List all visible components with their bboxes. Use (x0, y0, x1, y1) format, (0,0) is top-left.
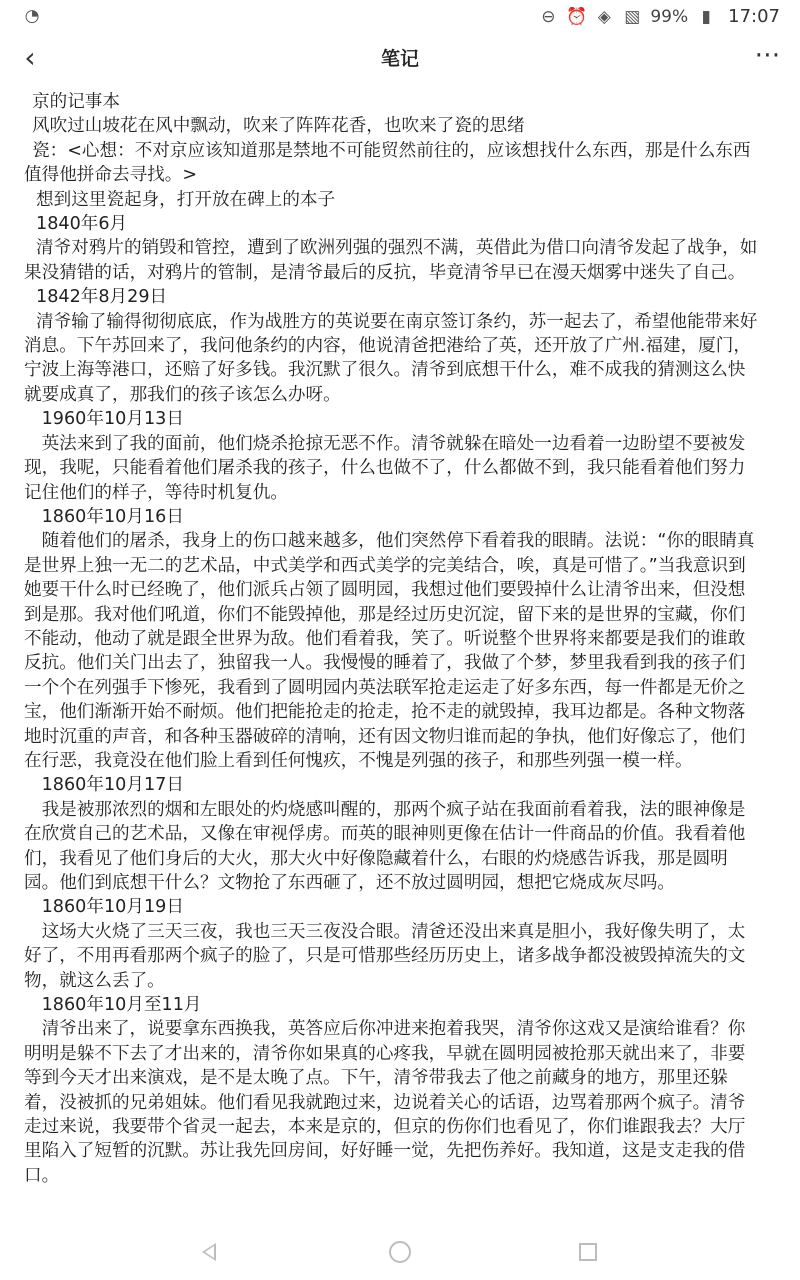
note-line: 反抗。他们关门出去了，独留我一人。我慢慢的睡着了，我做了个梦，梦里我看到我的孩子们 (24, 653, 746, 674)
note-line: 一个个在列强手下惨死，我看到了圆明园内英法联军抢走运走了好多东西，每一件都是无价之 (24, 677, 746, 698)
note-line: 她要干什么时已经晚了，他们派兵占领了圆明园，我想过他们要毁掉什么让清爷出来，但没想 (24, 580, 746, 601)
note-line: 们，我看见了他们身后的大火，那大火中好像隐藏着什么，右眼的灼烧感告诉我，那是圆明 (24, 848, 728, 869)
note-line: 清爷输了输得彻彻底底，作为战胜方的英说要在南京签订条约，苏一起去了，希望他能带来好 (36, 311, 758, 332)
note-line: 1860年10月16日 (36, 506, 184, 527)
note-line: 英法来到了我的面前，他们烧杀抢掠无恶不作。清爷就躲在暗处一边看着一边盼望不要被发 (36, 433, 746, 454)
alarm-icon: ⏰ (566, 6, 588, 27)
nav-recents-icon[interactable] (574, 1238, 602, 1266)
note-line: 不能动，他动了就是跟全世界为敌。他们看着我，笑了。听说整个世界将来都要是我们的谁敢 (24, 628, 746, 649)
note-line: 1860年10月19日 (36, 897, 184, 918)
note-line: 着，没被抓的兄弟姐妹。他们看见我就跑过来，边说着关心的话语，边骂着那两个疯子。清爷 (24, 1092, 746, 1113)
navigation-bar (0, 1224, 800, 1280)
note-line: 宁波上海等港口，还赔了好多钱。我沉默了很久。清爷到底想干什么，难不成我的猜测这么快 (24, 360, 746, 381)
note-line: 好了，不用再看那两个疯子的脸了，只是可惜那些经历历史上，诸多战争都没被毁掉流失的文 (24, 946, 746, 967)
note-line: 1860年10月至11月 (36, 995, 202, 1016)
note-line: 就要成真了，那我们的孩子该怎么办呀。 (24, 384, 341, 405)
note-line: 园。他们到底想干什么？文物抢了东西砸了，还不放过圆明园，想把它烧成灰尽吗。 (24, 873, 675, 893)
note-line: 是世界上独一无二的艺术品，中式美学和西式美学的完美结合，唉，真是可惜了。”当我意识到 (24, 555, 746, 576)
clock: 17:07 (728, 6, 780, 27)
note-line: 我是被那浓烈的烟和左眼处的灼烧感叫醒的，那两个疯子站在我面前看着我，法的眼神像是 (36, 799, 746, 820)
dnd-icon: ⊖ (541, 6, 556, 27)
note-line: 京的记事本 (32, 92, 120, 112)
note-line: 明明是躲不下去了才出来的，清爷你如果真的心疼我，早就在圆明园被抢那天就出来了，非要 (24, 1043, 746, 1064)
note-line: 里陷入了短暂的沉默。苏让我先回房间，好好睡一觉，先把伤养好。我知道，这是支走我的借 (24, 1141, 746, 1162)
note-line: 宝，他们渐渐开始不耐烦。他们把能抢走的抢走，抢不走的就毁掉，我耳边都是。各种文物落 (24, 702, 746, 723)
battery-level: 99% (650, 6, 689, 27)
page-title: 笔记 (380, 48, 419, 70)
status-bar (0, 0, 800, 34)
note-line: 记住他们的样子，等待时机复仇。 (24, 482, 288, 503)
note-line: 1860年10月17日 (36, 775, 184, 796)
app-bar (0, 34, 800, 82)
note-line: 到是那。我对他们吼道，你们不能毁掉他，那是经过历史沉淀，留下来的是世界的宝藏，你们 (24, 604, 746, 625)
note-line: 风吹过山坡花在风中飘动，吹来了阵阵花香，也吹来了瓷的思绪 (32, 116, 525, 137)
battery-icon: ▮ (701, 6, 711, 27)
note-line: 1842年8月29日 (36, 287, 168, 308)
note-line: 等到今天才出来演戏，是不是太晚了点。下午，清爷带我去了他之前藏身的地方，那里还躲 (24, 1068, 728, 1089)
note-line: 走过来说，我要带个省灵一起去，本来是京的，但京的伤你们也看见了，你们谁跟我去？大厅 (24, 1117, 746, 1138)
note-line: 在行恶，我竟没在他们脸上看到任何愧疚，不愧是列强的孩子，和那些列强一模一样。 (24, 750, 693, 771)
note-body[interactable] (24, 90, 776, 1188)
note-line: 果没猜错的话，对鸦片的管制，是清爷最后的反抗，毕竟清爷早已在漫天烟雾中迷失了自己。 (24, 262, 746, 283)
note-line: 值得他拼命去寻找。> (24, 165, 198, 186)
note-line: 清爷出来了，说要拿东西换我，英答应后你冲进来抱着我哭，清爷你这戏又是演给谁看？你 (36, 1019, 746, 1040)
wifi-icon: ◔ (24, 6, 40, 26)
back-arrow-icon[interactable]: ‹ (24, 41, 36, 74)
more-icon[interactable]: ⋯ (754, 40, 782, 70)
note-line: 1960年10月13日 (36, 409, 184, 430)
note-line: 地时沉重的声音，和各种玉器破碎的清响，还有因文物归谁而起的争执，他们好像忘了，他们 (24, 726, 746, 747)
nav-back-icon[interactable] (196, 1238, 224, 1266)
no-sim-icon: ▧ (624, 6, 641, 27)
note-line: 在欣赏自己的艺术品，又像在审视俘虏。而英的眼神则更像在估计一件商品的价值。我看着他 (24, 824, 746, 845)
note-line: 清爷对鸦片的销毁和管控，遭到了欧洲列强的强烈不满，英借此为借口向清爷发起了战争，如 (36, 238, 758, 259)
note-line: 1840年6月 (36, 214, 128, 235)
note-line: 现，我呢，只能看着他们屠杀我的孩子，什么也做不了，什么都做不到，我只能看着他们努力 (24, 458, 746, 479)
note-line: 想到这里瓷起身，打开放在碑上的本子 (36, 189, 336, 210)
note-line: 瓷：<心想：不对京应该知道那是禁地不可能贸然前往的，应该想找什么东西，那是什么东西 (32, 140, 751, 161)
data-saver-icon: ◈ (597, 6, 611, 27)
nav-home-icon[interactable] (386, 1238, 414, 1266)
note-line: 消息。下午苏回来了，我问他条约的内容，他说清爸把港给了英，还开放了广州.福建，厦门， (24, 336, 751, 357)
note-line: 随着他们的屠杀，我身上的伤口越来越多，他们突然停下看着我的眼睛。法说：“你的眼睛真 (36, 531, 755, 552)
note-line: 这场大火烧了三天三夜，我也三天三夜没合眼。清爸还没出来真是胆小，我好像失明了，太 (36, 921, 746, 942)
note-line: 物，就这么丢了。 (24, 970, 165, 991)
note-line: 口。 (24, 1165, 60, 1186)
